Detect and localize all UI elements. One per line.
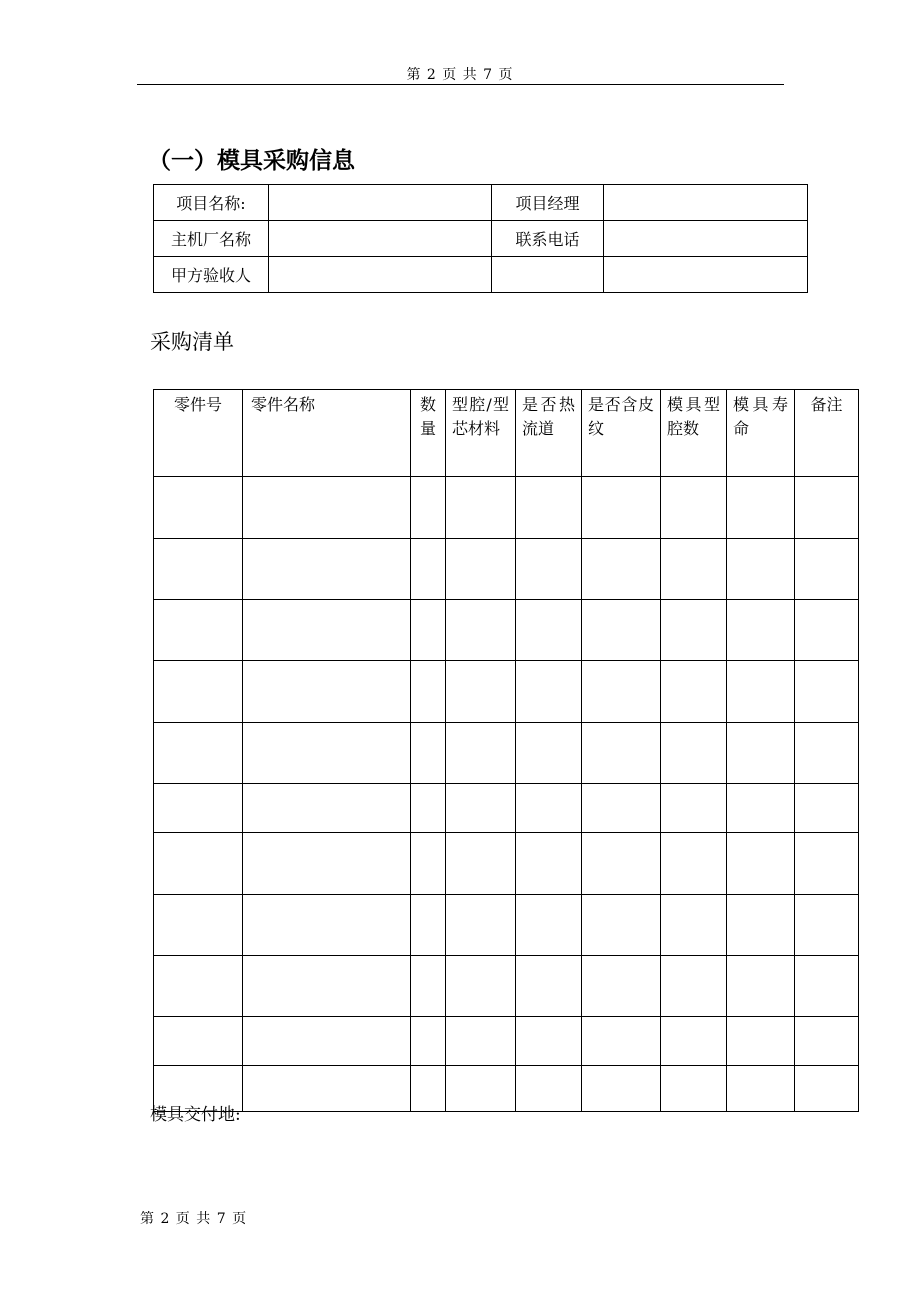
cell-mold-life[interactable] [727,784,795,833]
cell-part-no[interactable] [154,661,243,723]
cell-quantity[interactable] [411,833,446,895]
contact-phone-label: 联系电话 [492,221,604,257]
table-row [154,539,859,600]
oem-name-value[interactable] [269,221,492,257]
cell-mold-life[interactable] [727,723,795,784]
cell-quantity[interactable] [411,477,446,539]
table-row [154,1017,859,1066]
cell-grain[interactable] [582,1066,661,1112]
cell-grain[interactable] [582,1017,661,1066]
table-row [154,895,859,956]
cell-quantity[interactable] [411,1017,446,1066]
cell-grain[interactable] [582,723,661,784]
cell-hot-runner[interactable] [516,723,582,784]
cell-hot-runner[interactable] [516,539,582,600]
cell-cavity-core-material[interactable] [446,833,516,895]
cell-quantity[interactable] [411,956,446,1017]
cell-grain[interactable] [582,895,661,956]
header-part-name: 零件名称 [243,390,411,477]
header-part-no: 零件号 [154,390,243,477]
cell-cavities[interactable] [661,539,727,600]
table-row [154,956,859,1017]
cell-cavity-core-material[interactable] [446,1066,516,1112]
cell-part-no[interactable] [154,833,243,895]
cell-quantity[interactable] [411,1066,446,1112]
info-row-project [154,185,808,221]
cell-part-no[interactable] [154,956,243,1017]
oem-name-label: 主机厂名称 [154,221,269,257]
table-row [154,784,859,833]
cell-part-name[interactable] [243,539,411,600]
cell-grain[interactable] [582,661,661,723]
header-mold-life: 模具寿命 [727,390,795,477]
cell-quantity[interactable] [411,600,446,661]
cell-grain[interactable] [582,956,661,1017]
blank-label-cell[interactable] [492,257,604,293]
cell-quantity[interactable] [411,723,446,784]
cell-mold-life[interactable] [727,477,795,539]
cell-part-no[interactable] [154,539,243,600]
page-header-text: 第 2 页 共 7 页 [406,67,514,83]
purchase-list-header-row [154,390,859,477]
header-hot-runner: 是否热流道 [516,390,582,477]
project-name-value[interactable] [269,185,492,221]
project-manager-label: 项目经理 [492,185,604,221]
cell-remarks[interactable] [795,956,859,1017]
cell-remarks[interactable] [795,1066,859,1112]
cell-part-no[interactable] [154,600,243,661]
cell-hot-runner[interactable] [516,784,582,833]
cell-part-no[interactable] [154,723,243,784]
info-row-oem [154,221,808,257]
purchase-list-table [153,389,859,1112]
cell-remarks[interactable] [795,600,859,661]
cell-hot-runner[interactable] [516,477,582,539]
info-row-acceptor [154,257,808,293]
cell-quantity[interactable] [411,784,446,833]
header-quantity: 数量 [411,390,446,477]
cell-part-no[interactable] [154,784,243,833]
table-row [154,600,859,661]
cell-remarks[interactable] [795,895,859,956]
cell-cavities[interactable] [661,895,727,956]
cell-mold-life[interactable] [727,895,795,956]
cell-cavities[interactable] [661,956,727,1017]
cell-part-no[interactable] [154,477,243,539]
table-row [154,661,859,723]
mold-info-table [153,184,808,293]
cell-grain[interactable] [582,539,661,600]
cell-part-no[interactable] [154,1017,243,1066]
cell-part-name[interactable] [243,895,411,956]
cell-hot-runner[interactable] [516,1066,582,1112]
cell-cavity-core-material[interactable] [446,600,516,661]
cell-cavity-core-material[interactable] [446,956,516,1017]
cell-remarks[interactable] [795,477,859,539]
cell-grain[interactable] [582,600,661,661]
cell-cavities[interactable] [661,1017,727,1066]
cell-part-name[interactable] [243,661,411,723]
project-manager-value[interactable] [604,185,808,221]
cell-cavities[interactable] [661,723,727,784]
contact-phone-value[interactable] [604,221,808,257]
delivery-location-label: 模具交付地: [150,1105,241,1125]
header-cavities: 模具型腔数 [661,390,727,477]
cell-cavities[interactable] [661,833,727,895]
cell-mold-life[interactable] [727,956,795,1017]
cell-mold-life[interactable] [727,1066,795,1112]
cell-part-name[interactable] [243,723,411,784]
table-row [154,833,859,895]
cell-part-name[interactable] [243,1066,411,1112]
purchase-list-title: 采购清单 [150,330,234,354]
cell-part-name[interactable] [243,477,411,539]
cell-grain[interactable] [582,477,661,539]
cell-grain[interactable] [582,784,661,833]
table-row [154,723,859,784]
cell-remarks[interactable] [795,661,859,723]
table-row [154,1066,859,1112]
cell-mold-life[interactable] [727,833,795,895]
cell-cavities[interactable] [661,477,727,539]
header-remarks: 备注 [795,390,859,477]
blank-value-cell[interactable] [604,257,808,293]
header-rule [137,84,784,85]
cell-remarks[interactable] [795,1017,859,1066]
cell-cavities[interactable] [661,600,727,661]
cell-part-name[interactable] [243,833,411,895]
cell-cavity-core-material[interactable] [446,477,516,539]
cell-part-name[interactable] [243,784,411,833]
cell-mold-life[interactable] [727,661,795,723]
cell-part-no[interactable] [154,895,243,956]
cell-cavity-core-material[interactable] [446,895,516,956]
client-acceptor-value[interactable] [269,257,492,293]
cell-cavities[interactable] [661,661,727,723]
cell-part-name[interactable] [243,956,411,1017]
cell-remarks[interactable] [795,833,859,895]
cell-cavity-core-material[interactable] [446,784,516,833]
cell-part-name[interactable] [243,1017,411,1066]
cell-cavity-core-material[interactable] [446,1017,516,1066]
cell-mold-life[interactable] [727,600,795,661]
cell-remarks[interactable] [795,539,859,600]
cell-cavities[interactable] [661,1066,727,1112]
project-name-label: 项目名称: [154,185,269,221]
cell-part-name[interactable] [243,600,411,661]
header-grain: 是否含皮纹 [582,390,661,477]
cell-hot-runner[interactable] [516,956,582,1017]
cell-hot-runner[interactable] [516,661,582,723]
cell-mold-life[interactable] [727,539,795,600]
cell-hot-runner[interactable] [516,895,582,956]
cell-grain[interactable] [582,833,661,895]
cell-hot-runner[interactable] [516,1017,582,1066]
table-row [154,477,859,539]
cell-quantity[interactable] [411,895,446,956]
cell-cavity-core-material[interactable] [446,661,516,723]
cell-quantity[interactable] [411,539,446,600]
page-footer-text: 第 2 页 共 7 页 [140,1211,248,1227]
cell-cavity-core-material[interactable] [446,539,516,600]
cell-remarks[interactable] [795,723,859,784]
cell-hot-runner[interactable] [516,833,582,895]
cell-cavity-core-material[interactable] [446,723,516,784]
cell-cavities[interactable] [661,784,727,833]
cell-quantity[interactable] [411,661,446,723]
cell-hot-runner[interactable] [516,600,582,661]
cell-mold-life[interactable] [727,1017,795,1066]
section-title: （一）模具采购信息 [148,148,355,174]
header-cavity-core-material: 型腔/型芯材料 [446,390,516,477]
cell-remarks[interactable] [795,784,859,833]
client-acceptor-label: 甲方验收人 [154,257,269,293]
